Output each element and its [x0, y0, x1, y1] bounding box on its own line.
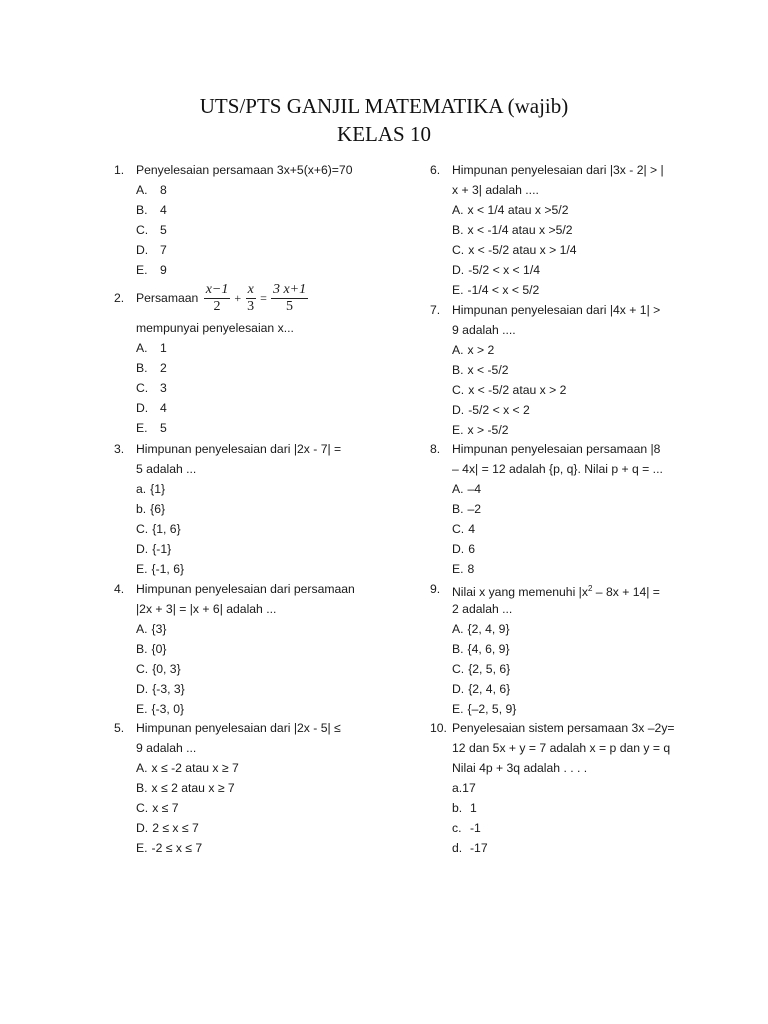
question-number: 10.	[430, 721, 447, 735]
option-b: B. –2	[452, 502, 482, 516]
option-b: B. 4	[136, 203, 167, 217]
option-b: b. {6}	[136, 502, 166, 516]
question-text: x + 3| adalah ....	[452, 183, 539, 197]
option-d: D. -5/2 < x < 2	[452, 403, 530, 417]
question-text: 9 adalah ....	[452, 323, 516, 337]
question-text: 5 adalah ...	[136, 462, 197, 476]
option-e: E. {–2, 5, 9}	[452, 702, 517, 716]
option-b: B. x < -5/2	[452, 363, 509, 377]
option-b: B. x < -1/4 atau x >5/2	[452, 223, 573, 237]
option-a: A. 8	[136, 183, 167, 197]
option-c: c. -1	[452, 821, 481, 835]
option-e: E. 5	[136, 421, 167, 435]
option-a: a.17	[452, 781, 476, 795]
option-d: D. 2 ≤ x ≤ 7	[136, 821, 199, 835]
option-d: D. -5/2 < x < 1/4	[452, 263, 541, 277]
question-text: Himpunan penyelesaian dari |4x + 1| >	[452, 303, 661, 317]
option-a: A. x < 1/4 atau x >5/2	[452, 203, 569, 217]
question-number: 3.	[114, 442, 125, 456]
option-c: C. {2, 5, 6}	[452, 662, 511, 676]
question-text: 9 adalah ...	[136, 741, 197, 755]
question-text: Himpunan penyelesaian persamaan |8	[452, 442, 661, 456]
option-d: D. {-1}	[136, 542, 172, 556]
option-a: A. {3}	[136, 622, 167, 636]
question-text: |2x + 3| = |x + 6| adalah ...	[136, 602, 277, 616]
option-c: C. 3	[136, 381, 167, 395]
option-c: C. 4	[452, 522, 475, 536]
option-b: b. 1	[452, 801, 477, 815]
option-c: C. {1, 6}	[136, 522, 181, 536]
option-b: B. 2	[136, 361, 167, 375]
fraction-equation: $\frac{x-1}{2}$ + $\frac{x}{3}$ = $\frac{3 x+1}{5}$	[205, 281, 307, 314]
option-d: D. 6	[452, 542, 475, 556]
option-d: D. {2, 4, 6}	[452, 682, 511, 696]
option-e: E. x > -5/2	[452, 423, 509, 437]
option-e: E. 9	[136, 263, 167, 277]
option-d: D. {-3, 3}	[136, 682, 185, 696]
question-text: 2 adalah ...	[452, 602, 513, 616]
question-number: 5.	[114, 721, 125, 735]
option-b: B. {4, 6, 9}	[452, 642, 510, 656]
option-a: A. x > 2	[452, 343, 495, 357]
question-text: Persamaan $\frac{x-1}{2}$ + $\frac{x}{3}$ = $\frac{3 x+1}{5}$	[136, 278, 310, 318]
option-c: C. {0, 3}	[136, 662, 181, 676]
option-a: a. {1}	[136, 482, 166, 496]
page-title: UTS/PTS GANJIL MATEMATIKA (wajib)	[199, 94, 569, 118]
question-number: 9.	[430, 582, 441, 596]
option-b: B. x ≤ 2 atau x ≥ 7	[136, 781, 235, 795]
question-text: Himpunan penyelesaian dari |3x - 2| > |	[452, 163, 664, 177]
option-c: C. x ≤ 7	[136, 801, 179, 815]
option-c: C. x < -5/2 atau x > 2	[452, 383, 567, 397]
option-c: C. x < -5/2 atau x > 1/4	[452, 243, 577, 257]
question-text: Penyelesaian sistem persamaan 3x –2y=	[452, 721, 675, 735]
option-a: A. x ≤ -2 atau x ≥ 7	[136, 761, 239, 775]
option-e: E. 8	[452, 562, 475, 576]
option-a: A. –4	[452, 482, 482, 496]
option-b: B. {0}	[136, 642, 167, 656]
question-number: 6.	[430, 163, 441, 177]
option-d: d. -17	[452, 841, 488, 855]
option-d: D. 4	[136, 401, 167, 415]
question-text: mempunyai penyelesaian x...	[136, 321, 294, 335]
question-number: 8.	[430, 442, 441, 456]
question-number: 4.	[114, 582, 125, 596]
question-text: Nilai x yang memenuhi $|x^2 - 8x + 14|$ =	[452, 584, 660, 599]
question-number: 1.	[114, 163, 125, 177]
option-e: E. {-3, 0}	[136, 702, 185, 716]
option-e: E. {-1, 6}	[136, 562, 185, 576]
option-c: C. 5	[136, 223, 167, 237]
question-text: 12 dan 5x + y = 7 adalah x = p dan y = q	[452, 741, 671, 755]
option-d: D. 7	[136, 243, 167, 257]
question-number: 2.	[114, 291, 125, 305]
page-subtitle: KELAS 10	[337, 122, 431, 146]
question-text: Penyelesaian persamaan 3x+5(x+6)=70	[136, 163, 353, 177]
option-e: E. -2 ≤ x ≤ 7	[136, 841, 203, 855]
option-a: A. {2, 4, 9}	[452, 622, 510, 636]
question-text: Himpunan penyelesaian dari persamaan	[136, 582, 355, 596]
question-text: Himpunan penyelesaian dari |2x - 5| ≤	[136, 721, 341, 735]
option-e: E. -1/4 < x < 5/2	[452, 283, 540, 297]
question-text: Himpunan penyelesaian dari |2x - 7| =	[136, 442, 342, 456]
question-text: – 4x| = 12 adalah {p, q}. Nilai p + q = ...	[452, 462, 663, 476]
option-a: A. 1	[136, 341, 167, 355]
question-text: Nilai 4p + 3q adalah . . . .	[452, 761, 588, 775]
question-number: 7.	[430, 303, 441, 317]
